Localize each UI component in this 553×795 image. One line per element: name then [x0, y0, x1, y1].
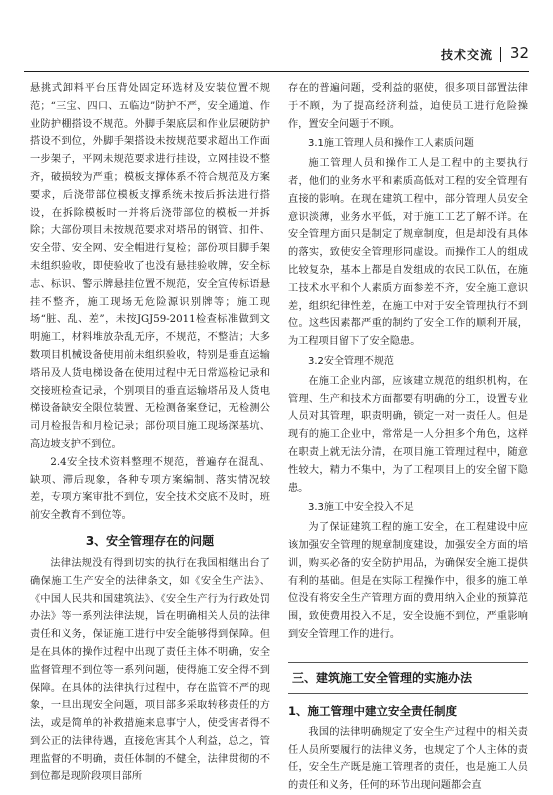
section-label: 技术交流 — [440, 48, 493, 62]
subsection-heading: 3.1施工管理人员和操作工人素质问题 — [308, 138, 474, 150]
header-separator — [500, 47, 501, 62]
paragraph: 在施工企业内部，应该建立规范的组织机构，在管理、生产和技术方面都要有明确的分工，设置专业人员对其管理，职责明确，锁定一对一责任人。但是现有的施工企业中，常常是一人分担多个角色，这样在职责上就无法分清，在项目施工管理过程中，随意性较大，精力不集中，为了工程项目上的安全留下隐患。 — [288, 375, 528, 494]
right-column — [288, 80, 528, 792]
page-header — [0, 38, 553, 72]
paragraph: 悬挑式卸料平台压背处固定环选材及安装位置不规范；“三宝、四口、五临边”防护不严，安全通道、作业防护棚搭设不规范。外脚手架底层和作业层硬防护搭设不到位，外脚手架搭设未按规范要求超出工作面一步架子，平网未规范要求进行挂设，立网挂设不整齐，破损较为严重；模板支撑体系不符合规范及方案要求，后浇带部位模板支撑系统未按后拆法进行搭设，在拆除模板时一并将后浇带部位的模板一并拆除；大部份项目未按规范要求对塔吊的钢管、扣件、安全带、安全网、安全帽进行复检；部份项目脚手架未组织验收，即使验收了也没有悬挂验收牌，安全标志、标识、警示牌悬挂位置不规范，安全宣传标语悬挂不整齐，施工现场无危险源识别牌等；施工现场“脏、乱、差”，未按JGJ59-2011检查标准做到文明施工，材料堆放杂乱无序，不规范，不整洁；大多数项目机械设备使用前未组织验收，特别是垂直运输塔吊及人货电梯设备在使用过程中无日常巡检记录和交接班检查记录，个别项目的垂直运输塔吊及人货电梯设备缺安全限位装置、无检测备案登记，无检测公司月检报告和月检记录；部份项目施工现场深基坑、高边坡支护不到位。 — [30, 83, 270, 450]
section-heading: 1、施工管理中建立安全责任制度 — [288, 703, 457, 718]
section-heading: 3、安全管理存在的问题 — [85, 533, 215, 548]
left-column — [30, 80, 270, 783]
paragraph: 施工管理人员和操作工人是工程中的主要执行者，他们的业务水平和素质高低对工程的安全管理有直接的影响。在现在建筑工程中，部分管理人员安全意识淡薄，业务水平低，对于施工工艺了解不详。在安全管理方面只是制定了规章制度，但是却没有具体的落实，致使安全管理形同虚设。而操作工人的组成比较复杂，基本上都是自发组成的农民工队伍，在施工技术水平和个人素质方面参差不齐，安全施工意识差，组织纪律性差，在施工中对于安全管理执行不到位。这些因素都严重的制约了安全工作的顺利开展，为工程项目留下了安全隐患。 — [288, 158, 528, 348]
subsection-heading: 3.2安全管理不规范 — [308, 355, 394, 367]
paragraph: 存在的普遍问题，受利益的驱使，很多项目部置法律于不顾，为了提高经济利益，迫使员工进行危险操作，置安全问题于不顾。 — [288, 83, 528, 130]
subsection-heading: 3.3施工中安全投入不足 — [308, 502, 414, 514]
paragraph: 为了保证建筑工程的施工安全，在工程建设中应该加强安全管理的规章制度建设，加强安全方面的培训，购买必备的安全防护用品，为确保安全施工提供有利的基础。但是在实际工程操作中，很多的施工单位没有将安全生产管理方面的费用纳入企业的预算范围，致使费用投入不足，安全设施不到位，严重影响到安全管理工作的进行。 — [288, 522, 528, 640]
chapter-heading: 三、建筑施工安全管理的实施办法 — [288, 662, 528, 694]
paragraph: 我国的法律明确规定了安全生产过程中的相关责任人员所要履行的法律义务，也规定了个人主体的责任，安全生产既是施工管理者的责任，也是施工人员的责任和义务，任何的环节出现问题都会直 — [288, 726, 528, 792]
paragraph: 2.4安全技术资料整理不规范，普遍存在混乱、缺项、滞后现象，各种专项方案编制、落实情况较差，专项方案审批不到位，安全技术交底不及时，班前安全教育不到位等。 — [30, 456, 270, 522]
page-number: 32 — [509, 44, 529, 62]
header-rule — [24, 71, 529, 72]
paragraph: 法律法规没有得到切实的执行在我国相继出台了确保施工生产安全的法律条文，如《安全生产法》、《中国人民共和国建筑法》、《安全生产行为行政处罚办法》等一系列法律法规，旨在明确相关人员的法律责任和义务，保证施工进行中安全能够得到保障。但是在具体的操作过程中出现了责任主体不明确，安全监督管理不到位等一系列问题，使得施工安全得不到保障。在具体的法律执行过程中，存在监管不严的现象，一旦出现安全问题，项目部多采取转移责任的方法，或是简单的补救措施来息事宁人，使受害者得不到公正的法律待遇，直接危害其个人利益，总之，管理监督的不明确，责任体制的不健全，法律贯彻的不到位都是现阶段项目部所 — [30, 557, 270, 783]
